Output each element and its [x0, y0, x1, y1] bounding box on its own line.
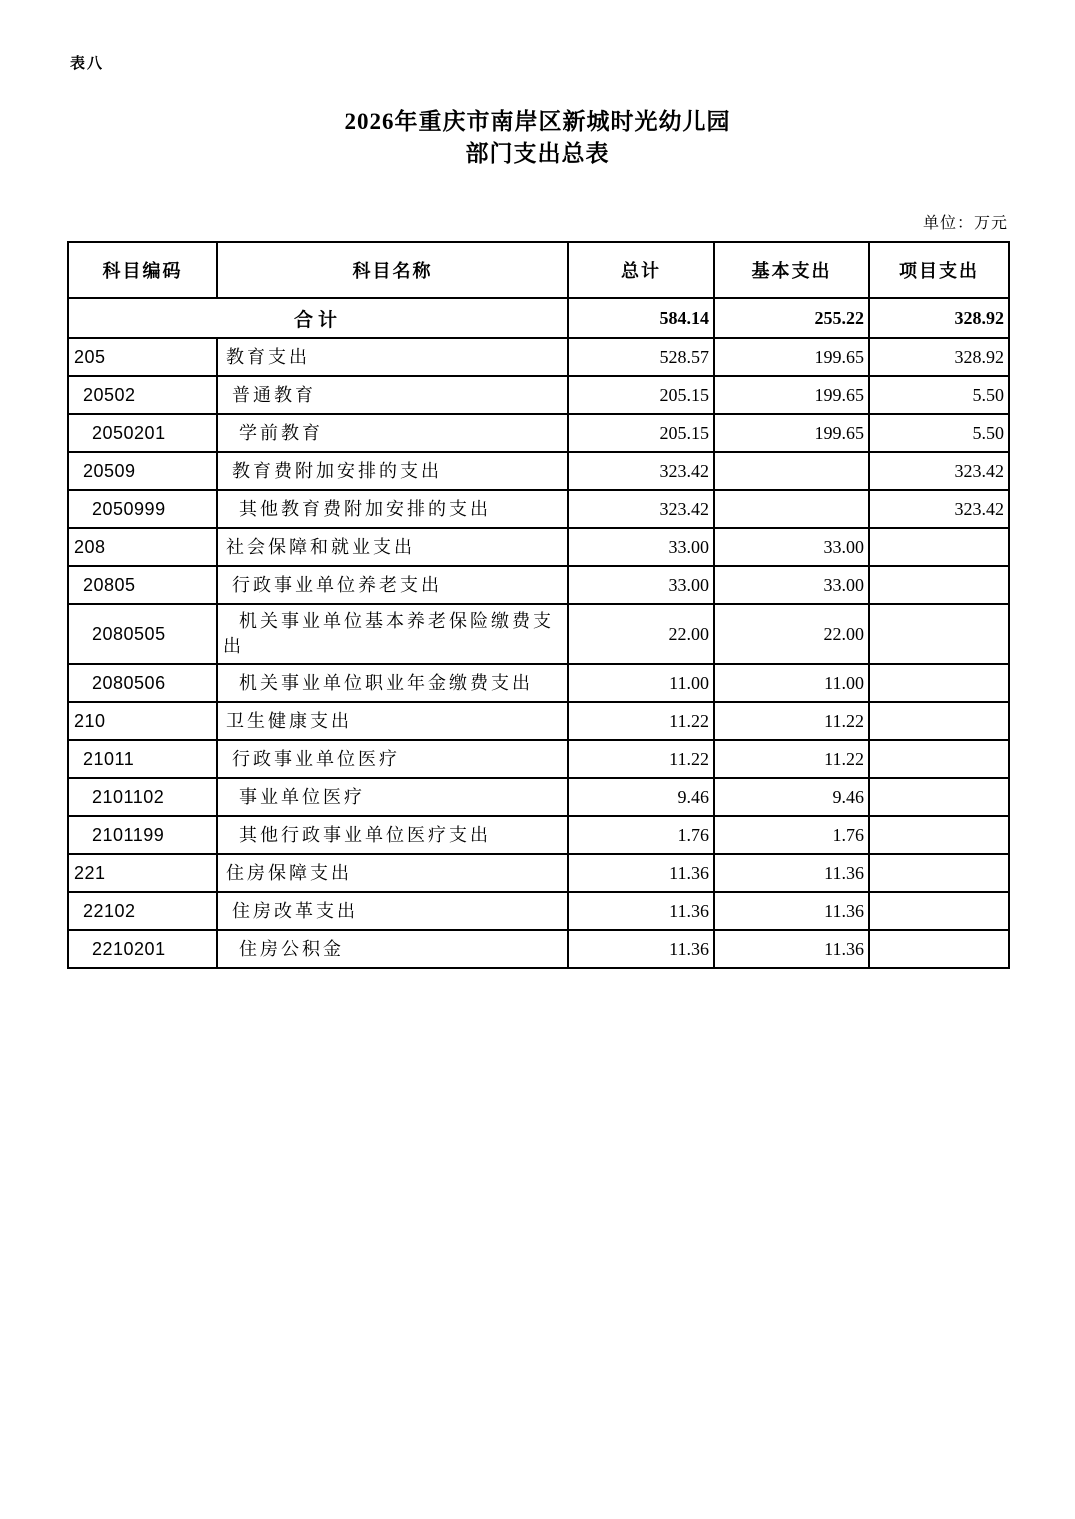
project-cell: 323.42	[869, 490, 1009, 528]
col-header-name: 科目名称	[217, 242, 568, 298]
basic-cell: 199.65	[714, 338, 869, 376]
basic-cell: 22.00	[714, 604, 869, 664]
name-cell: 教育支出	[217, 338, 568, 376]
code-cell: 2080506	[68, 664, 217, 702]
name-cell: 机关事业单位基本养老保险缴费支出	[217, 604, 568, 664]
table-row	[68, 414, 1009, 452]
total-basic-cell: 255.22	[714, 298, 869, 338]
expenditure-table	[67, 241, 1010, 969]
code-cell: 208	[68, 528, 217, 566]
unit-label: 单位：万元	[922, 215, 1008, 232]
table-body	[68, 298, 1009, 968]
total-row	[68, 298, 1009, 338]
basic-cell	[714, 452, 869, 490]
table-row	[68, 664, 1009, 702]
header-row	[68, 242, 1009, 298]
table-row	[68, 930, 1009, 968]
code-cell: 2101199	[68, 816, 217, 854]
code-cell: 2080505	[68, 604, 217, 664]
table-row	[68, 528, 1009, 566]
total-label-cell: 合计	[68, 298, 568, 338]
basic-cell: 199.65	[714, 414, 869, 452]
project-cell	[869, 528, 1009, 566]
table-row	[68, 490, 1009, 528]
name-cell: 事业单位医疗	[217, 778, 568, 816]
basic-cell: 11.22	[714, 702, 869, 740]
total-cell: 528.57	[568, 338, 714, 376]
table-row	[68, 778, 1009, 816]
project-cell: 5.50	[869, 414, 1009, 452]
total-project-cell: 328.92	[869, 298, 1009, 338]
project-cell	[869, 930, 1009, 968]
name-cell: 教育费附加安排的支出	[217, 452, 568, 490]
col-header-total: 总计	[568, 242, 714, 298]
name-cell: 住房公积金	[217, 930, 568, 968]
table-row	[68, 604, 1009, 664]
col-header-basic: 基本支出	[714, 242, 869, 298]
basic-cell: 33.00	[714, 528, 869, 566]
table-number-label: 表八	[70, 56, 105, 72]
name-cell: 机关事业单位职业年金缴费支出	[217, 664, 568, 702]
project-cell	[869, 566, 1009, 604]
basic-cell: 199.65	[714, 376, 869, 414]
name-cell: 普通教育	[217, 376, 568, 414]
name-cell: 社会保障和就业支出	[217, 528, 568, 566]
code-cell: 20805	[68, 566, 217, 604]
title-line-1: 2026年重庆市南岸区新城时光幼儿园	[344, 109, 731, 134]
basic-cell: 9.46	[714, 778, 869, 816]
total-sum-cell: 584.14	[568, 298, 714, 338]
code-cell: 210	[68, 702, 217, 740]
name-cell: 住房改革支出	[217, 892, 568, 930]
total-cell: 205.15	[568, 414, 714, 452]
name-cell: 行政事业单位医疗	[217, 740, 568, 778]
name-cell: 行政事业单位养老支出	[217, 566, 568, 604]
total-cell: 205.15	[568, 376, 714, 414]
name-cell: 其他教育费附加安排的支出	[217, 490, 568, 528]
code-cell: 2101102	[68, 778, 217, 816]
name-cell: 卫生健康支出	[217, 702, 568, 740]
basic-cell: 11.36	[714, 930, 869, 968]
table-row	[68, 892, 1009, 930]
project-cell	[869, 816, 1009, 854]
code-cell: 22102	[68, 892, 217, 930]
project-cell	[869, 664, 1009, 702]
code-cell: 20509	[68, 452, 217, 490]
col-header-code: 科目编码	[68, 242, 217, 298]
code-cell: 20502	[68, 376, 217, 414]
basic-cell: 33.00	[714, 566, 869, 604]
total-cell: 11.22	[568, 740, 714, 778]
table-row	[68, 566, 1009, 604]
total-cell: 11.36	[568, 892, 714, 930]
project-cell	[869, 604, 1009, 664]
basic-cell: 11.36	[714, 892, 869, 930]
total-cell: 323.42	[568, 452, 714, 490]
code-cell: 221	[68, 854, 217, 892]
table-row	[68, 452, 1009, 490]
table-row	[68, 702, 1009, 740]
name-cell: 住房保障支出	[217, 854, 568, 892]
total-cell: 9.46	[568, 778, 714, 816]
table-row	[68, 338, 1009, 376]
basic-cell: 11.22	[714, 740, 869, 778]
total-cell: 11.36	[568, 930, 714, 968]
project-cell: 5.50	[869, 376, 1009, 414]
code-cell: 205	[68, 338, 217, 376]
table-row	[68, 854, 1009, 892]
project-cell	[869, 854, 1009, 892]
basic-cell: 1.76	[714, 816, 869, 854]
project-cell	[869, 740, 1009, 778]
total-cell: 11.36	[568, 854, 714, 892]
total-cell: 1.76	[568, 816, 714, 854]
code-cell: 2210201	[68, 930, 217, 968]
total-cell: 11.00	[568, 664, 714, 702]
table-row	[68, 816, 1009, 854]
basic-cell: 11.00	[714, 664, 869, 702]
name-cell: 其他行政事业单位医疗支出	[217, 816, 568, 854]
total-cell: 22.00	[568, 604, 714, 664]
basic-cell	[714, 490, 869, 528]
project-cell	[869, 892, 1009, 930]
project-cell	[869, 702, 1009, 740]
document-title	[0, 106, 1075, 170]
table-row	[68, 376, 1009, 414]
title-line-2: 部门支出总表	[465, 141, 610, 166]
total-cell: 33.00	[568, 528, 714, 566]
code-cell: 21011	[68, 740, 217, 778]
col-header-project: 项目支出	[869, 242, 1009, 298]
name-cell: 学前教育	[217, 414, 568, 452]
project-cell: 323.42	[869, 452, 1009, 490]
table-row	[68, 740, 1009, 778]
total-cell: 33.00	[568, 566, 714, 604]
code-cell: 2050201	[68, 414, 217, 452]
project-cell: 328.92	[869, 338, 1009, 376]
total-cell: 323.42	[568, 490, 714, 528]
code-cell: 2050999	[68, 490, 217, 528]
project-cell	[869, 778, 1009, 816]
total-cell: 11.22	[568, 702, 714, 740]
basic-cell: 11.36	[714, 854, 869, 892]
